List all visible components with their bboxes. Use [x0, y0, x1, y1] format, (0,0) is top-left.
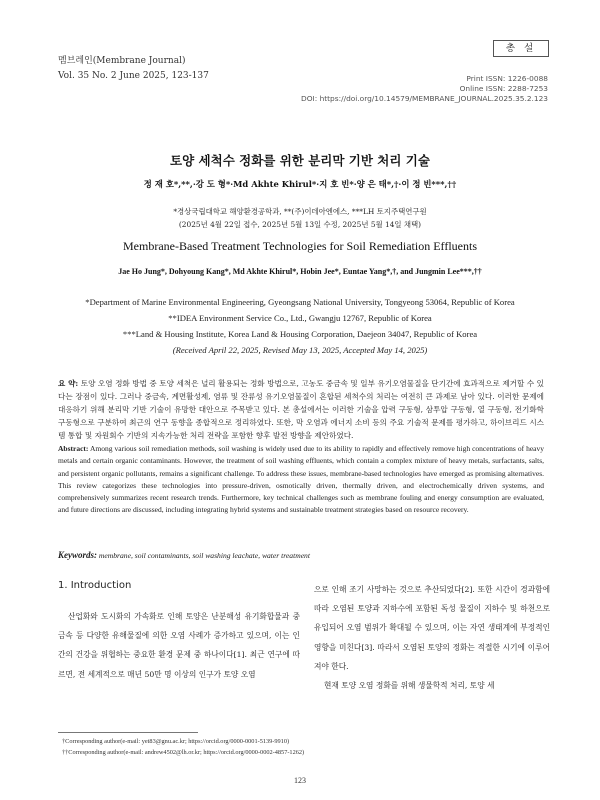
abstract-english-text: Among various soil remediation methods, soil washing is widely used due to its ability to rapidly and effectively remove high concentrations of heavy metals and certain organic contaminants. However, the treatment of soil washing effluents, which contain a complex mixture of heavy metals, surfactants, salts, and persistent organic pollutants, remains a significant challenge. To address these issues, membrane-based technologies have emerged as promising alternatives. This review categorizes these technologies into pressure-driven, osmotically driven, thermally driven, and electrochemically driven systems, and comprehensively summarizes recent research trends. Furthermore, key technical challenges such as membrane fouling and energy consumption are evaluated, and future directions are discussed, including integrating hybrid systems and sustainable treatment strategies based on resource recovery.	[58, 444, 544, 515]
affiliation-1: *Department of Marine Environmental Engineering, Gyeongsang National University, Tongyeong 53064, Republic of Korea	[85, 297, 515, 307]
intro-paragraph-1: 산업화와 도시화의 가속화로 인해 토양은 난분해성 유기화합물과 중금속 등 다양한 유해물질에 의한 오염 사례가 증가하고 있으며, 이는 인간의 건강을 위협하는 중요한 환경 문제 중 하나이다[1]. 최근 연구에 따르면, 전 세계적으로 매년 50만 명 이상의 인구가 토양 오염	[58, 612, 300, 679]
keywords-text: membrane, soil contaminants, soil washing leachate, water treatment	[98, 551, 310, 560]
affiliation-3: ***Land & Housing Institute, Korea Land & Housing Corporation, Daejeon 34047, Republic of Korea	[122, 329, 478, 339]
category-badge: 총 설	[493, 40, 549, 57]
page-number: 123	[294, 776, 306, 785]
abstract-korean-label: 요 약:	[58, 379, 79, 388]
authors-korean: 정 재 호*,**,·강 도 형*·Md Akhte Khirul*·지 호 빈*·양 은 태*,†·이 정 빈***,††	[143, 179, 457, 189]
affiliation-2: **IDEA Environment Service Co., Ltd., Gwangju 12767, Republic of Korea	[168, 313, 432, 323]
keywords-label: Keywords:	[58, 550, 97, 560]
abstract-english	[58, 443, 544, 517]
abstract-korean-text: 토양 오염 정화 방법 중 토양 세척은 널리 활용되는 정화 방법으로, 고농도 중금속 및 일부 유기오염물질을 단기간에 효과적으로 제거할 수 있다는 장점이 있다. 그러나 중금속, 계면활성제, 염류 및 잔류성 유기오염물질이 혼합된 세척수의 처리는 여전히 큰 과제로 남아 있다. 이러한 문제에 대응하기 위해 분리막 기반 기술이 유망한 대안으로 주목받고 있다. 본 총설에서는 이러한 기술을 압력 구동형, 삼투압 구동형, 열 구동형, 전기화학 구동형으로 구분하여 최근의 연구 동향을 종합적으로 정리하였다. 또한, 막 오염과 에너지 소비 등의 주요 기술적 문제를 평가하고, 하이브리드 시스템 통합 및 자원회수 기반의 지속가능한 처리 전략을 포함한 향후 발전 방향을 제안하였다.	[58, 379, 544, 440]
doi-link[interactable]: DOI: https://doi.org/10.14579/MEMBRANE_JOURNAL.2025.35.2.123	[301, 94, 548, 103]
received-english: (Received April 22, 2025, Revised May 13, 2025, Accepted May 14, 2025)	[172, 345, 428, 355]
section-heading-introduction: 1. Introduction	[58, 580, 132, 591]
footnote-2: ††Corresponding author(e-mail: andrew4502@lh.or.kr; https://orcid.org/0000-0002-4857-1262)	[62, 748, 305, 756]
abstract-korean	[58, 378, 544, 443]
intro-paragraph-1-continued: 으로 인해 조기 사망하는 것으로 추산되었다[2]. 또한 시간이 경과함에 따라 오염된 토양과 지하수에 포함된 독성 물질이 지하수 및 하천으로 유입되어 오염 범위가 확대될 수 있으며, 이는 자연 생태계에 부정적인 영향을 미친다[3]. 따라서 오염된 토양의 정화는 적절한 시기에 이루어져야 한다.	[314, 585, 550, 671]
footnote-1: †Corresponding author(e-mail: yet83@gnu.ac.kr; https://orcid.org/0000-0001-5139-9910)	[62, 738, 290, 745]
footnotes	[62, 737, 304, 758]
intro-paragraph-2: 현재 토양 오염 정화를 위해 생물학적 처리, 토양 세	[324, 681, 495, 691]
column-right	[314, 580, 550, 695]
volume-line: Vol. 35 No. 2 June 2025, 123-137	[58, 71, 209, 81]
affiliations-english	[0, 294, 600, 358]
journal-name: 멤브레인(Membrane Journal)	[58, 56, 186, 66]
title-english: Membrane-Based Treatment Technologies for Soil Remediation Effluents	[123, 239, 477, 253]
journal-info	[58, 54, 209, 84]
affiliation-korean: *경상국립대학교 해양환경공학과, **(주)이데아엔에스, ***LH 토지주택연구원	[173, 207, 427, 216]
title-korean: 토양 세척수 정화를 위한 분리막 기반 처리 기술	[170, 153, 430, 168]
online-issn: Online ISSN: 2288-7253	[459, 84, 548, 93]
abstract-english-label: Abstract:	[58, 444, 89, 453]
footnote-divider	[58, 732, 198, 733]
keywords	[58, 550, 544, 560]
column-left	[58, 580, 300, 684]
print-issn: Print ISSN: 1226-0088	[466, 74, 548, 83]
issn-block	[301, 74, 548, 104]
authors-english: Jae Ho Jung*, Dohyoung Kang*, Md Akhte Khirul*, Hobin Jee*, Euntae Yang*,†, and Jungmin Lee***,††	[118, 267, 482, 276]
received-korean: (2025년 4월 22일 접수, 2025년 5월 13일 수정, 2025년 5월 14일 채택)	[178, 220, 422, 229]
